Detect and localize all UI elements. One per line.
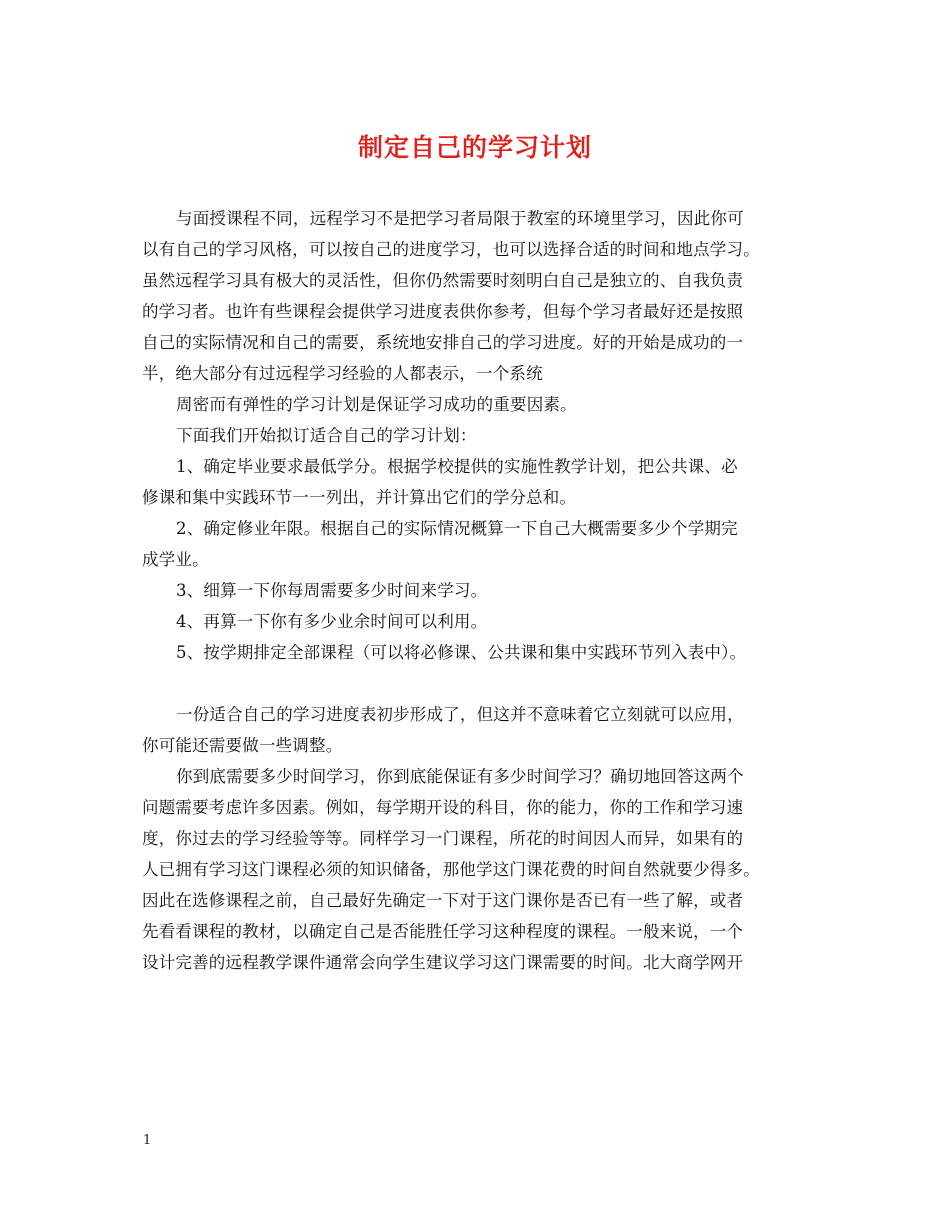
paragraph-line: 设计完善的远程教学课件通常会向学生建议学习这门课需要的时间。北大商学网开 (142, 953, 744, 972)
numbered-step-line: 4、再算一下你有多少业余时间可以利用。 (176, 612, 488, 631)
paragraph-line: 一份适合自己的学习进度表初步形成了，但这并不意味着它立刻就可以应用， (176, 705, 744, 724)
paragraph-line: 与面授课程不同，远程学习不是把学习者局限于教室的环境里学习，因此你可 (176, 209, 744, 228)
paragraph-line: 人已拥有学习这门课程必须的知识储备，那他学这门课花费的时间自然就要少得多。 (142, 860, 760, 879)
paragraph-line: 虽然远程学习具有极大的灵活性，但你仍然需要时刻明白自己是独立的、自我负责 (142, 271, 744, 290)
numbered-step-line: 成学业。 (142, 550, 209, 569)
document-body (142, 203, 822, 978)
paragraph-line: 你到底需要多少时间学习，你到底能保证有多少时间学习？确切地回答这两个 (176, 767, 744, 786)
page-number: 1 (143, 1133, 152, 1148)
paragraph-line: 半，绝大部分有过远程学习经验的人都表示，一个系统 (142, 364, 543, 383)
paragraph-line: 以有自己的学习风格，可以按自己的进度学习，也可以选择合适的时间和地点学习。 (142, 240, 760, 259)
numbered-step-line: 1、确定毕业要求最低学分。根据学校提供的实施性教学计划，把公共课、必 (176, 457, 738, 476)
numbered-step-line: 3、细算一下你每周需要多少时间来学习。 (176, 581, 488, 600)
paragraph-line: 先看看课程的教材，以确定自己是否能胜任学习这种程度的课程。一般来说，一个 (142, 922, 744, 941)
numbered-step-line: 2、确定修业年限。根据自己的实际情况概算一下自己大概需要多少个学期完 (176, 519, 738, 538)
paragraph-line: 因此在选修课程之前，自己最好先确定一下对于这门课你是否已有一些了解，或者 (142, 891, 744, 910)
paragraph-line: 自己的实际情况和自己的需要，系统地安排自己的学习进度。好的开始是成功的一 (142, 333, 744, 352)
paragraph-line: 你可能还需要做一些调整。 (142, 736, 343, 755)
numbered-step-line: 5、按学期排定全部课程（可以将必修课、公共课和集中实践环节列入表中）。 (176, 643, 747, 662)
paragraph-line: 问题需要考虑许多因素。例如，每学期开设的科目，你的能力，你的工作和学习速 (142, 798, 744, 817)
paragraph-spacer (142, 668, 822, 699)
paragraph-line: 的学习者。也许有些课程会提供学习进度表供你参考，但每个学习者最好还是按照 (142, 302, 744, 321)
document-title: 制定自己的学习计划 (357, 133, 592, 162)
numbered-step-line: 修课和集中实践环节一一列出，并计算出它们的学分总和。 (142, 488, 577, 507)
paragraph-line: 度，你过去的学习经验等等。同样学习一门课程，所花的时间因人而异，如果有的 (142, 829, 744, 848)
paragraph-line: 下面我们开始拟订适合自己的学习计划： (176, 426, 477, 445)
paragraph-line: 周密而有弹性的学习计划是保证学习成功的重要因素。 (176, 395, 577, 414)
